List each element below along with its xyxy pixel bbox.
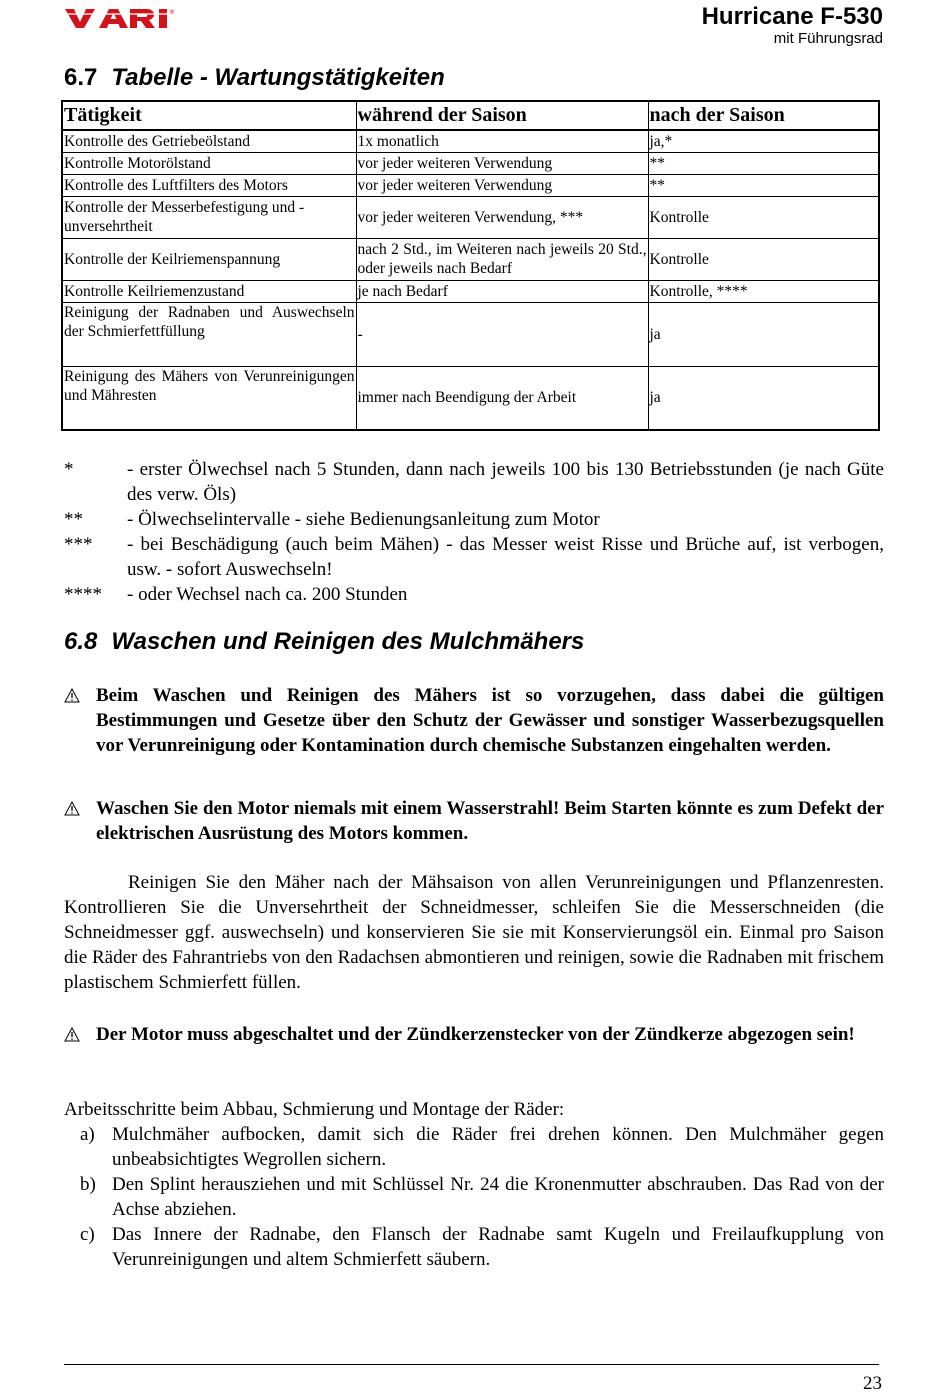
table-cell: je nach Bedarf [356, 280, 648, 302]
section-title: Tabelle - Wartungstätigkeiten [111, 64, 445, 91]
list-item [64, 1222, 884, 1272]
footer-divider [64, 1364, 879, 1365]
footnote-mark: ** [64, 509, 83, 530]
table-row [62, 152, 879, 174]
footnote [64, 507, 884, 532]
footnote-mark: * [64, 459, 74, 480]
list-text: Mulchmäher aufbocken, damit sich die Räder frei drehen können. Den Mulchmäher gegen unbeabsichtigtes Wegrollen sichern. [112, 1124, 884, 1170]
table-row [62, 174, 879, 196]
table-cell: ja [648, 302, 879, 366]
footnote [64, 532, 884, 582]
footnote-mark: **** [64, 584, 102, 605]
table-cell: Kontrolle, **** [648, 280, 879, 302]
warning-text: Waschen Sie den Motor niemals mit einem Wasserstrahl! Beim Starten könnte es zum Defekt der elektrischen Ausrüstung des Motors kommen. [96, 798, 884, 844]
table-row [62, 280, 879, 302]
list-label: b) [80, 1174, 96, 1195]
table-cell: - [356, 302, 648, 366]
table-row [62, 196, 879, 238]
warning-icon [64, 796, 96, 846]
list-label: a) [80, 1124, 95, 1145]
table-cell: Kontrolle des Getriebeölstand [62, 130, 356, 152]
footnote-text: - erster Ölwechsel nach 5 Stunden, dann nach jeweils 100 bis 130 Betriebsstunden (je nach Güte des verw. Öls) [127, 459, 884, 505]
footnote [64, 582, 884, 607]
cleaning-paragraph: Reinigen Sie den Mäher nach der Mähsaison von allen Verunreinigungen und Pflanzenresten. Kontrollieren Sie die Unversehrtheit der Schneidmesser, schleifen Sie die Messerschneiden (die Schneidmesser ggf. auswechseln) und konservieren Sie sie mit Konservierungsöl ein. Einmal pro Saison die Räder des Fahrantriebs von den Radachsen abmontieren und reinigen, sowie die Radnaben mit frischem plastischem Schmierfett füllen. [64, 872, 884, 993]
steps-list [64, 1122, 884, 1272]
section-heading-6-7 [64, 64, 445, 92]
table-row [62, 302, 879, 366]
warning-block [64, 683, 884, 758]
column-header: während der Saison [356, 101, 648, 130]
footnote-mark: *** [64, 534, 93, 555]
warning-block [64, 1022, 884, 1049]
table-cell: ja [648, 366, 879, 430]
table-cell: Kontrolle der Keilriemenspannung [62, 238, 356, 280]
table-cell: immer nach Beendigung der Arbeit [356, 366, 648, 430]
table-cell: Reinigung der Radnaben und Auswechseln der Schmierfettfüllung [62, 302, 356, 366]
table-cell: Kontrolle [648, 196, 879, 238]
warning-icon [64, 1022, 96, 1049]
table-cell: nach 2 Std., im Weiteren nach jeweils 20 Std., oder jeweils nach Bedarf [356, 238, 648, 280]
table-cell: ** [648, 174, 879, 196]
product-title: Hurricane F-530 [701, 3, 883, 30]
table-cell: ** [648, 152, 879, 174]
table-cell: ja,* [648, 130, 879, 152]
table-row [62, 130, 879, 152]
table-row [62, 238, 879, 280]
column-header: Tätigkeit [62, 101, 356, 130]
page-number: 23 [863, 1373, 882, 1394]
footnote [64, 457, 884, 507]
table-cell: Kontrolle Keilriemenzustand [62, 280, 356, 302]
table-header-row [62, 101, 879, 130]
warning-icon [64, 683, 96, 758]
table-cell: Kontrolle [648, 238, 879, 280]
table-cell: vor jeder weiteren Verwendung [356, 152, 648, 174]
section-heading-6-8 [64, 628, 584, 656]
maintenance-table [61, 100, 880, 431]
warning-block [64, 796, 884, 846]
steps-intro: Arbeitsschritte beim Abbau, Schmierung und Montage der Räder: [64, 1099, 565, 1120]
footnote-text: - bei Beschädigung (auch beim Mähen) - das Messer weist Risse und Brüche auf, ist verbogen, usw. - sofort Auswechseln! [127, 534, 884, 580]
list-item [64, 1172, 884, 1222]
vari-logo [63, 6, 175, 30]
table-footnotes [64, 457, 884, 607]
table-cell: Reinigung des Mähers von Verunreinigungen und Mähresten [62, 366, 356, 430]
section-title: Waschen und Reinigen des Mulchmähers [111, 628, 585, 655]
warning-text: Der Motor muss abgeschaltet und der Zündkerzenstecker von der Zündkerze abgezogen sein! [96, 1024, 855, 1045]
table-cell: vor jeder weiteren Verwendung, *** [356, 196, 648, 238]
list-label: c) [80, 1224, 95, 1245]
footnote-text: - oder Wechsel nach ca. 200 Stunden [127, 584, 408, 605]
table-cell: Kontrolle des Luftfilters des Motors [62, 174, 356, 196]
svg-text:®: ® [169, 9, 175, 16]
table-cell: 1x monatlich [356, 130, 648, 152]
section-number: 6.7 [64, 64, 98, 91]
table-cell: Kontrolle der Messerbefestigung und -unversehrtheit [62, 196, 356, 238]
table-cell: vor jeder weiteren Verwendung [356, 174, 648, 196]
list-text: Den Splint herausziehen und mit Schlüssel Nr. 24 die Kronenmutter abschrauben. Das Rad von der Achse abziehen. [112, 1174, 884, 1220]
table-row [62, 366, 879, 430]
column-header: nach der Saison [648, 101, 879, 130]
section-number: 6.8 [64, 628, 98, 655]
document-header [702, 3, 883, 47]
list-item [64, 1122, 884, 1172]
footnote-text: - Ölwechselintervalle - siehe Bedienungsanleitung zum Motor [127, 509, 600, 530]
list-text: Das Innere der Radnabe, den Flansch der Radnabe samt Kugeln und Freilaufkupplung von Verunreinigungen und altem Schmierfett säubern. [112, 1224, 884, 1270]
warning-text: Beim Waschen und Reinigen des Mähers ist so vorzugehen, dass dabei die gültigen Bestimmungen und Gesetze über den Schutz der Gewässer und sonstiger Wasserbezugsquellen vor Verunreinigung oder Kontamination durch chemische Substanzen eingehalten werden. [96, 685, 884, 756]
product-subtitle: mit Führungsrad [773, 30, 883, 47]
table-cell: Kontrolle Motorölstand [62, 152, 356, 174]
